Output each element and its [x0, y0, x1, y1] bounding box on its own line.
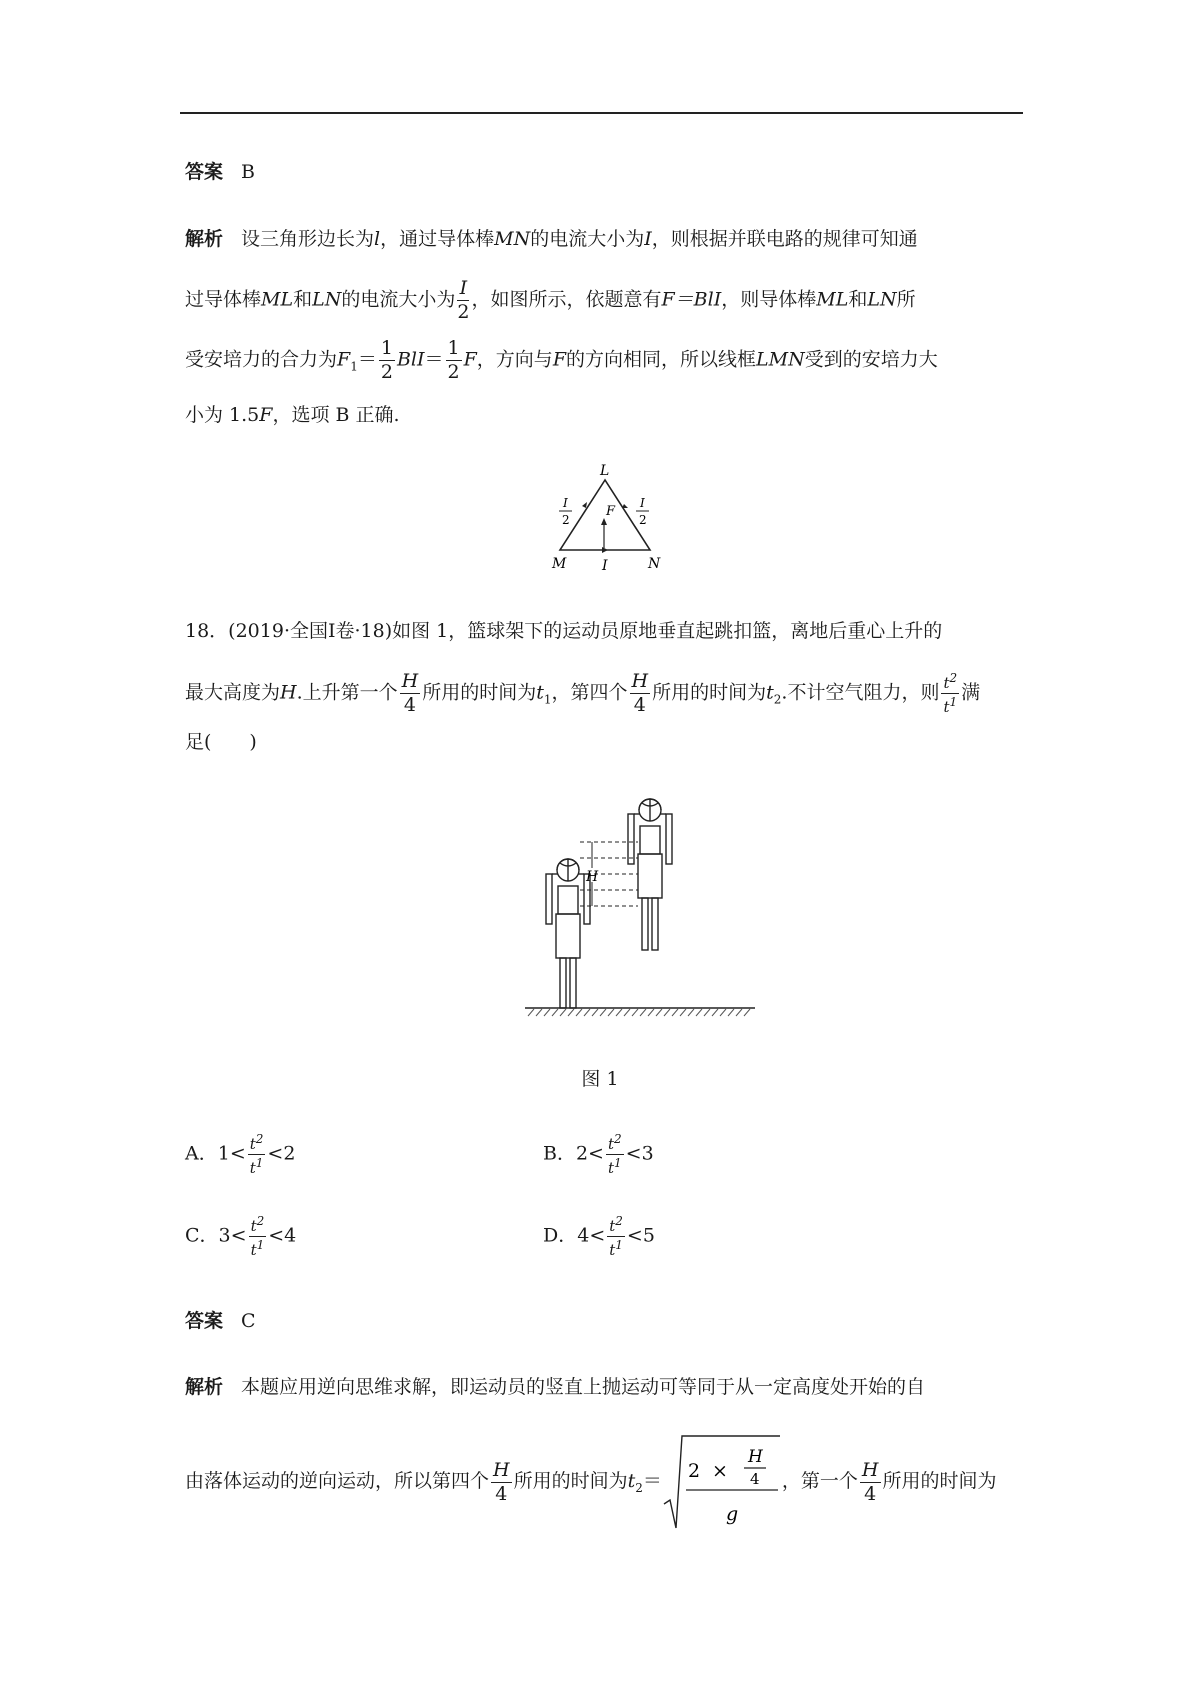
- fraction-half: [379, 339, 395, 382]
- frac-num: 1: [447, 337, 460, 359]
- option-high: <4: [268, 1224, 297, 1247]
- answer-value: C: [241, 1310, 256, 1332]
- sqrt-h: H: [747, 1447, 763, 1467]
- header-rule: [180, 112, 1023, 114]
- superscript: 2: [256, 1214, 265, 1228]
- text: .不计空气阻力，则: [781, 681, 940, 704]
- text: 满: [961, 681, 981, 704]
- frac-den: 4: [403, 694, 416, 716]
- frac-den: 4: [495, 1482, 508, 1505]
- label-n: N: [648, 556, 661, 572]
- text: 和: [293, 288, 313, 311]
- superscript: 1: [256, 1238, 265, 1252]
- option-b[interactable]: [543, 1133, 654, 1176]
- label-i: I: [602, 558, 608, 574]
- option-letter: A．: [185, 1142, 218, 1165]
- text: ，第四个: [551, 681, 628, 704]
- option-low: 2<: [575, 1142, 604, 1165]
- text: 所: [896, 288, 916, 311]
- subscript: 1: [543, 692, 552, 707]
- analysis-label: 解析: [185, 1376, 224, 1398]
- text: 所用的时间为: [422, 681, 537, 704]
- text: ，如图所示，依题意有: [471, 288, 662, 311]
- sqrt-sign: [662, 1432, 782, 1532]
- var-t: t: [607, 1159, 615, 1177]
- var-bli: BlI: [396, 348, 425, 371]
- analysis-2-line-1: [185, 1372, 1025, 1402]
- var-t: t: [943, 698, 950, 716]
- text: 最大高度为: [185, 681, 281, 704]
- var-t: t: [249, 1159, 256, 1177]
- text: 过导体棒: [185, 288, 262, 311]
- var-mn: MN: [494, 228, 531, 250]
- frac-den: 4: [864, 1482, 877, 1505]
- text: 受到的安培力大: [804, 348, 938, 371]
- var-t: t: [250, 1217, 257, 1235]
- answer-2: [185, 1306, 1025, 1336]
- fraction-h-over-4: [630, 672, 651, 715]
- equals: ＝: [357, 348, 377, 371]
- option-low: 3<: [218, 1224, 247, 1247]
- text: ，通过导体棒: [380, 228, 495, 250]
- fraction-t2-over-t1: [941, 672, 959, 715]
- subscript: 2: [773, 692, 782, 707]
- fraction-half: [446, 339, 462, 382]
- sqrt-two: 2: [687, 1460, 700, 1482]
- frac-num: H: [493, 1458, 510, 1481]
- var-ml: ML: [816, 288, 849, 311]
- var-t: t: [536, 681, 544, 704]
- var-f: F: [463, 348, 477, 371]
- half-den-left: 2: [562, 513, 570, 527]
- text: 的方向相同，所以线框: [566, 348, 757, 371]
- frac-num: H: [631, 670, 649, 692]
- fraction-t2-over-t1: [606, 1133, 624, 1176]
- analysis-1-line-2: [185, 279, 1025, 322]
- current-arrow-bottom: [602, 547, 608, 553]
- label-l: L: [600, 463, 610, 479]
- triangle-diagram: [540, 460, 670, 575]
- label-m: M: [552, 556, 567, 572]
- var-t: t: [607, 1135, 615, 1153]
- subscript: 2: [635, 1480, 643, 1495]
- superscript: 2: [949, 671, 958, 685]
- standing-player: [546, 859, 590, 1008]
- var-i: I: [644, 228, 652, 250]
- option-low: 1<: [217, 1142, 246, 1165]
- sqrt-four: 4: [749, 1470, 760, 1488]
- sqrt-expression: [662, 1432, 782, 1532]
- text: ，第一个: [781, 1470, 858, 1492]
- option-high: <5: [626, 1224, 655, 1247]
- option-c[interactable]: [185, 1215, 296, 1258]
- fraction-h-over-4: [860, 1458, 881, 1505]
- option-letter: B．: [543, 1142, 576, 1165]
- superscript: 1: [615, 1238, 623, 1252]
- text: 受安培力的合力为: [185, 348, 338, 371]
- text: 所用的时间为: [513, 1470, 628, 1492]
- text: .上升第一个: [296, 681, 398, 704]
- option-high: <2: [267, 1142, 296, 1165]
- var-t: t: [250, 1241, 257, 1259]
- question-18-line-2: [185, 672, 1025, 715]
- sqrt-g: g: [725, 1503, 739, 1525]
- half-num-left: I: [563, 496, 568, 510]
- frac-num: I: [457, 279, 469, 301]
- half-num-right: I: [640, 496, 645, 510]
- text: ，方向与: [476, 348, 553, 371]
- text: ，则根据并联电路的规律可知通: [651, 228, 918, 250]
- text: 和: [848, 288, 868, 311]
- figure-1-caption: 图 1: [581, 1068, 619, 1090]
- var-f: F: [552, 348, 566, 371]
- frac-den: 2: [457, 301, 470, 323]
- answer-label: 答案: [185, 1310, 224, 1332]
- frac-num: H: [861, 1458, 879, 1481]
- label-f: F: [606, 504, 616, 519]
- option-letter: D．: [543, 1224, 578, 1247]
- figure-1-jump: [520, 790, 760, 1020]
- superscript: 1: [949, 695, 958, 709]
- subscript: 1: [350, 359, 358, 374]
- triangle-frame: [560, 480, 650, 550]
- var-t: t: [609, 1217, 616, 1235]
- force-arrowhead: [601, 518, 607, 525]
- analysis-1-line-4: [185, 400, 1025, 430]
- text: 所用的时间为: [882, 1470, 997, 1492]
- fraction-i-over-2: [457, 279, 469, 322]
- var-ml: ML: [261, 288, 294, 311]
- var-h: H: [280, 681, 297, 704]
- option-high: <3: [625, 1142, 654, 1165]
- var-t: t: [609, 1241, 616, 1259]
- sqrt-times: ×: [711, 1460, 728, 1482]
- option-d[interactable]: [543, 1215, 655, 1258]
- frac-num: H: [401, 670, 419, 692]
- question-18-line-1: 18．(2019·全国Ⅰ卷·18)如图 1，篮球架下的运动员原地垂直起跳扣篮，离地后重心上升的: [185, 620, 943, 642]
- frac-den: 2: [380, 361, 393, 383]
- analysis-1-line-3: [185, 339, 1025, 382]
- frac-den: 2: [447, 361, 460, 383]
- fraction-t2-over-t1: [249, 1215, 267, 1258]
- superscript: 1: [614, 1156, 622, 1170]
- analysis-label: 解析: [185, 228, 224, 250]
- equation: F＝BlI: [661, 288, 722, 311]
- option-a[interactable]: [185, 1133, 295, 1176]
- text: 的电流大小为: [341, 288, 456, 311]
- superscript: 1: [255, 1156, 264, 1170]
- frac-num: 1: [380, 337, 393, 359]
- var-l: l: [374, 228, 381, 250]
- option-low: 4<: [577, 1224, 606, 1247]
- text: 本题应用逆向思维求解，即运动员的竖直上抛运动可等同于从一定高度处开始的自: [241, 1376, 926, 1398]
- var-ln: LN: [312, 288, 342, 311]
- analysis-2-line-2: [185, 1432, 1025, 1532]
- superscript: 2: [255, 1132, 264, 1146]
- equals: ＝: [424, 348, 444, 371]
- text: 设三角形边长为: [241, 228, 375, 250]
- text: ，选项 B 正确.: [272, 404, 400, 426]
- jumping-player: [628, 799, 672, 950]
- text: 由落体运动的逆向运动，所以第四个: [185, 1470, 490, 1492]
- var-ln: LN: [867, 288, 897, 311]
- current-arrow-left: [582, 502, 587, 508]
- current-arrow-right: [622, 504, 628, 508]
- fraction-h-over-4: [400, 672, 421, 715]
- answer-1: [185, 157, 1025, 187]
- equals: ＝: [642, 1470, 662, 1492]
- superscript: 2: [614, 1132, 622, 1146]
- superscript: 2: [615, 1214, 623, 1228]
- half-den-right: 2: [639, 513, 647, 527]
- answer-label: 答案: [185, 161, 224, 183]
- var-f: F: [259, 404, 273, 426]
- text: 小为 1.5: [185, 404, 260, 426]
- var-t: t: [627, 1470, 636, 1492]
- var-f: F: [337, 348, 351, 371]
- var-t: t: [766, 681, 774, 704]
- var-t: t: [943, 674, 950, 692]
- label-h: H: [586, 869, 599, 885]
- var-lmn: LMN: [756, 348, 805, 371]
- fraction-t2-over-t1: [607, 1215, 625, 1258]
- option-letter: C．: [185, 1224, 219, 1247]
- analysis-1-line-1: [185, 224, 1025, 254]
- text: 所用的时间为: [652, 681, 767, 704]
- question-18-line-3: 足( ): [185, 731, 257, 753]
- text: 的电流大小为: [530, 228, 645, 250]
- answer-value: B: [241, 161, 255, 183]
- var-t: t: [249, 1135, 256, 1153]
- fraction-t2-over-t1: [248, 1133, 266, 1176]
- text: ，则导体棒: [721, 288, 817, 311]
- frac-den: 4: [633, 694, 646, 716]
- fraction-h-over-4: [491, 1458, 512, 1505]
